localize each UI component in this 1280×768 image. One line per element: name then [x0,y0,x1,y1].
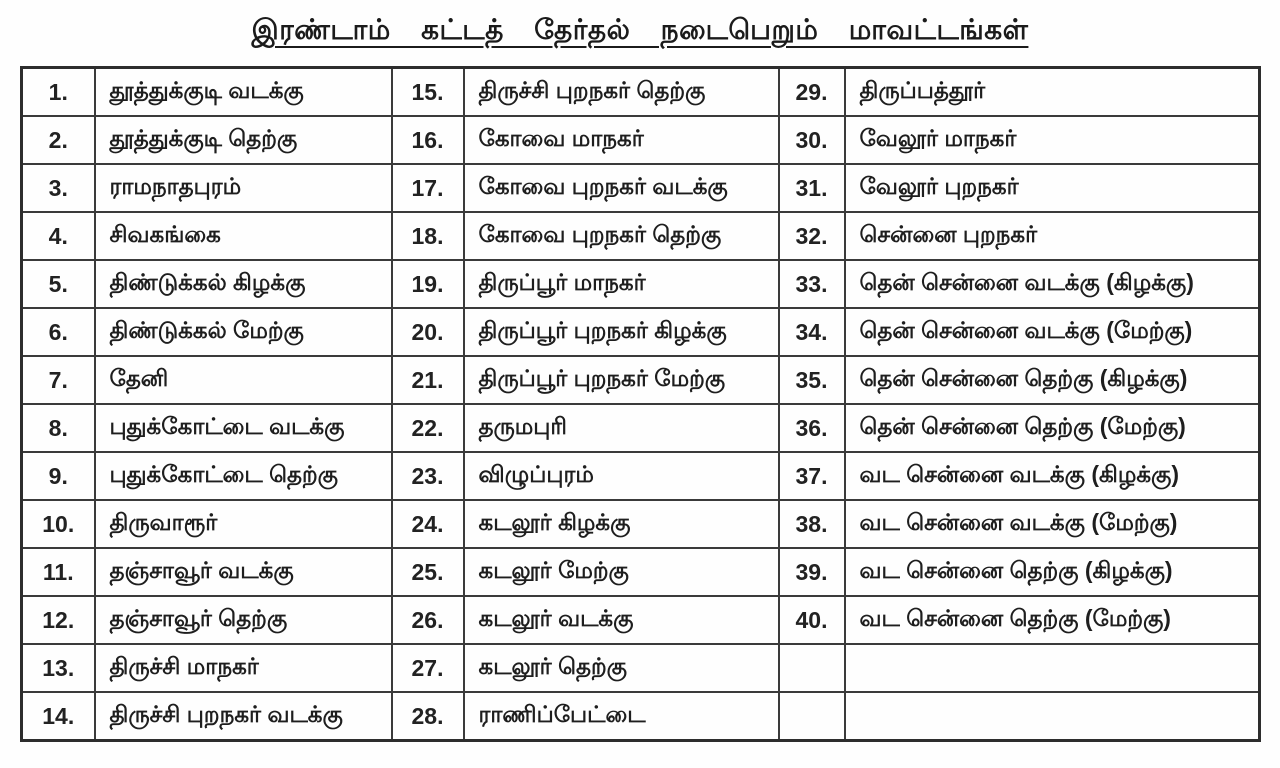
table-row [22,644,1260,692]
district-name-cell: கடலூர் தெற்கு [464,644,779,692]
district-name-cell: தஞ்சாவூர் வடக்கு [95,548,392,596]
table-row [22,68,1260,117]
serial-number-cell: 28. [392,692,464,741]
districts-table-body [22,68,1260,741]
district-name-cell: திருப்பூர் புறநகர் மேற்கு [464,356,779,404]
district-name-cell: திண்டுக்கல் மேற்கு [95,308,392,356]
serial-number-cell: 12. [22,596,95,644]
serial-number-cell [779,692,845,741]
serial-number-cell: 11. [22,548,95,596]
district-name-cell: திருச்சி மாநகர் [95,644,392,692]
serial-number-cell: 19. [392,260,464,308]
serial-number-cell: 3. [22,164,95,212]
district-name-cell: விழுப்புரம் [464,452,779,500]
serial-number-cell: 23. [392,452,464,500]
serial-number-cell: 25. [392,548,464,596]
serial-number-cell: 22. [392,404,464,452]
district-name-cell: திண்டுக்கல் கிழக்கு [95,260,392,308]
serial-number-cell: 14. [22,692,95,741]
table-row [22,212,1260,260]
serial-number-cell: 5. [22,260,95,308]
serial-number-cell: 10. [22,500,95,548]
serial-number-cell: 37. [779,452,845,500]
serial-number-cell: 9. [22,452,95,500]
serial-number-cell: 29. [779,68,845,117]
page-title: இரண்டாம் கட்டத் தேர்தல் நடைபெறும் மாவட்டங்கள் [251,14,1029,45]
district-name-cell: தூத்துக்குடி தெற்கு [95,116,392,164]
district-name-cell: வேலூர் மாநகர் [845,116,1260,164]
serial-number-cell: 6. [22,308,95,356]
district-name-cell: புதுக்கோட்டை தெற்கு [95,452,392,500]
district-name-cell: தஞ்சாவூர் தெற்கு [95,596,392,644]
district-name-cell [845,692,1260,741]
serial-number-cell: 30. [779,116,845,164]
district-name-cell: சென்னை புறநகர் [845,212,1260,260]
serial-number-cell: 7. [22,356,95,404]
serial-number-cell: 34. [779,308,845,356]
table-row [22,356,1260,404]
district-name-cell: கோவை புறநகர் வடக்கு [464,164,779,212]
district-name-cell: ராணிப்பேட்டை [464,692,779,741]
serial-number-cell: 18. [392,212,464,260]
district-name-cell: தென் சென்னை தெற்கு (மேற்கு) [845,404,1260,452]
district-name-cell: கோவை புறநகர் தெற்கு [464,212,779,260]
district-name-cell: திருவாரூர் [95,500,392,548]
district-name-cell: கடலூர் வடக்கு [464,596,779,644]
table-row [22,116,1260,164]
district-name-cell: கடலூர் மேற்கு [464,548,779,596]
table-row [22,692,1260,741]
serial-number-cell: 38. [779,500,845,548]
serial-number-cell: 39. [779,548,845,596]
serial-number-cell: 1. [22,68,95,117]
serial-number-cell: 35. [779,356,845,404]
district-name-cell: திருப்பூர் மாநகர் [464,260,779,308]
district-name-cell: வட சென்னை தெற்கு (கிழக்கு) [845,548,1260,596]
table-row [22,500,1260,548]
serial-number-cell: 8. [22,404,95,452]
serial-number-cell: 36. [779,404,845,452]
serial-number-cell: 24. [392,500,464,548]
district-name-cell: கடலூர் கிழக்கு [464,500,779,548]
district-name-cell: தேனி [95,356,392,404]
serial-number-cell: 13. [22,644,95,692]
serial-number-cell: 27. [392,644,464,692]
serial-number-cell: 15. [392,68,464,117]
districts-table [20,66,1261,742]
district-name-cell: ராமநாதபுரம் [95,164,392,212]
district-name-cell: திருச்சி புறநகர் தெற்கு [464,68,779,117]
district-name-cell [845,644,1260,692]
district-name-cell: திருச்சி புறநகர் வடக்கு [95,692,392,741]
district-name-cell: தருமபுரி [464,404,779,452]
district-name-cell: வட சென்னை வடக்கு (மேற்கு) [845,500,1260,548]
serial-number-cell: 21. [392,356,464,404]
table-row [22,596,1260,644]
district-name-cell: திருப்பத்தூர் [845,68,1260,117]
table-row [22,308,1260,356]
district-name-cell: தென் சென்னை தெற்கு (கிழக்கு) [845,356,1260,404]
district-name-cell: தென் சென்னை வடக்கு (மேற்கு) [845,308,1260,356]
table-row [22,452,1260,500]
district-name-cell: திருப்பூர் புறநகர் கிழக்கு [464,308,779,356]
district-name-cell: தென் சென்னை வடக்கு (கிழக்கு) [845,260,1260,308]
serial-number-cell: 17. [392,164,464,212]
serial-number-cell: 2. [22,116,95,164]
serial-number-cell: 16. [392,116,464,164]
serial-number-cell: 40. [779,596,845,644]
district-name-cell: வட சென்னை வடக்கு (கிழக்கு) [845,452,1260,500]
serial-number-cell: 20. [392,308,464,356]
district-name-cell: தூத்துக்குடி வடக்கு [95,68,392,117]
table-row [22,404,1260,452]
table-row [22,548,1260,596]
district-name-cell: சிவகங்கை [95,212,392,260]
district-name-cell: வட சென்னை தெற்கு (மேற்கு) [845,596,1260,644]
serial-number-cell: 31. [779,164,845,212]
serial-number-cell: 33. [779,260,845,308]
district-name-cell: கோவை மாநகர் [464,116,779,164]
serial-number-cell: 32. [779,212,845,260]
district-name-cell: வேலூர் புறநகர் [845,164,1260,212]
district-name-cell: புதுக்கோட்டை வடக்கு [95,404,392,452]
serial-number-cell [779,644,845,692]
table-row [22,260,1260,308]
table-row [22,164,1260,212]
serial-number-cell: 26. [392,596,464,644]
serial-number-cell: 4. [22,212,95,260]
